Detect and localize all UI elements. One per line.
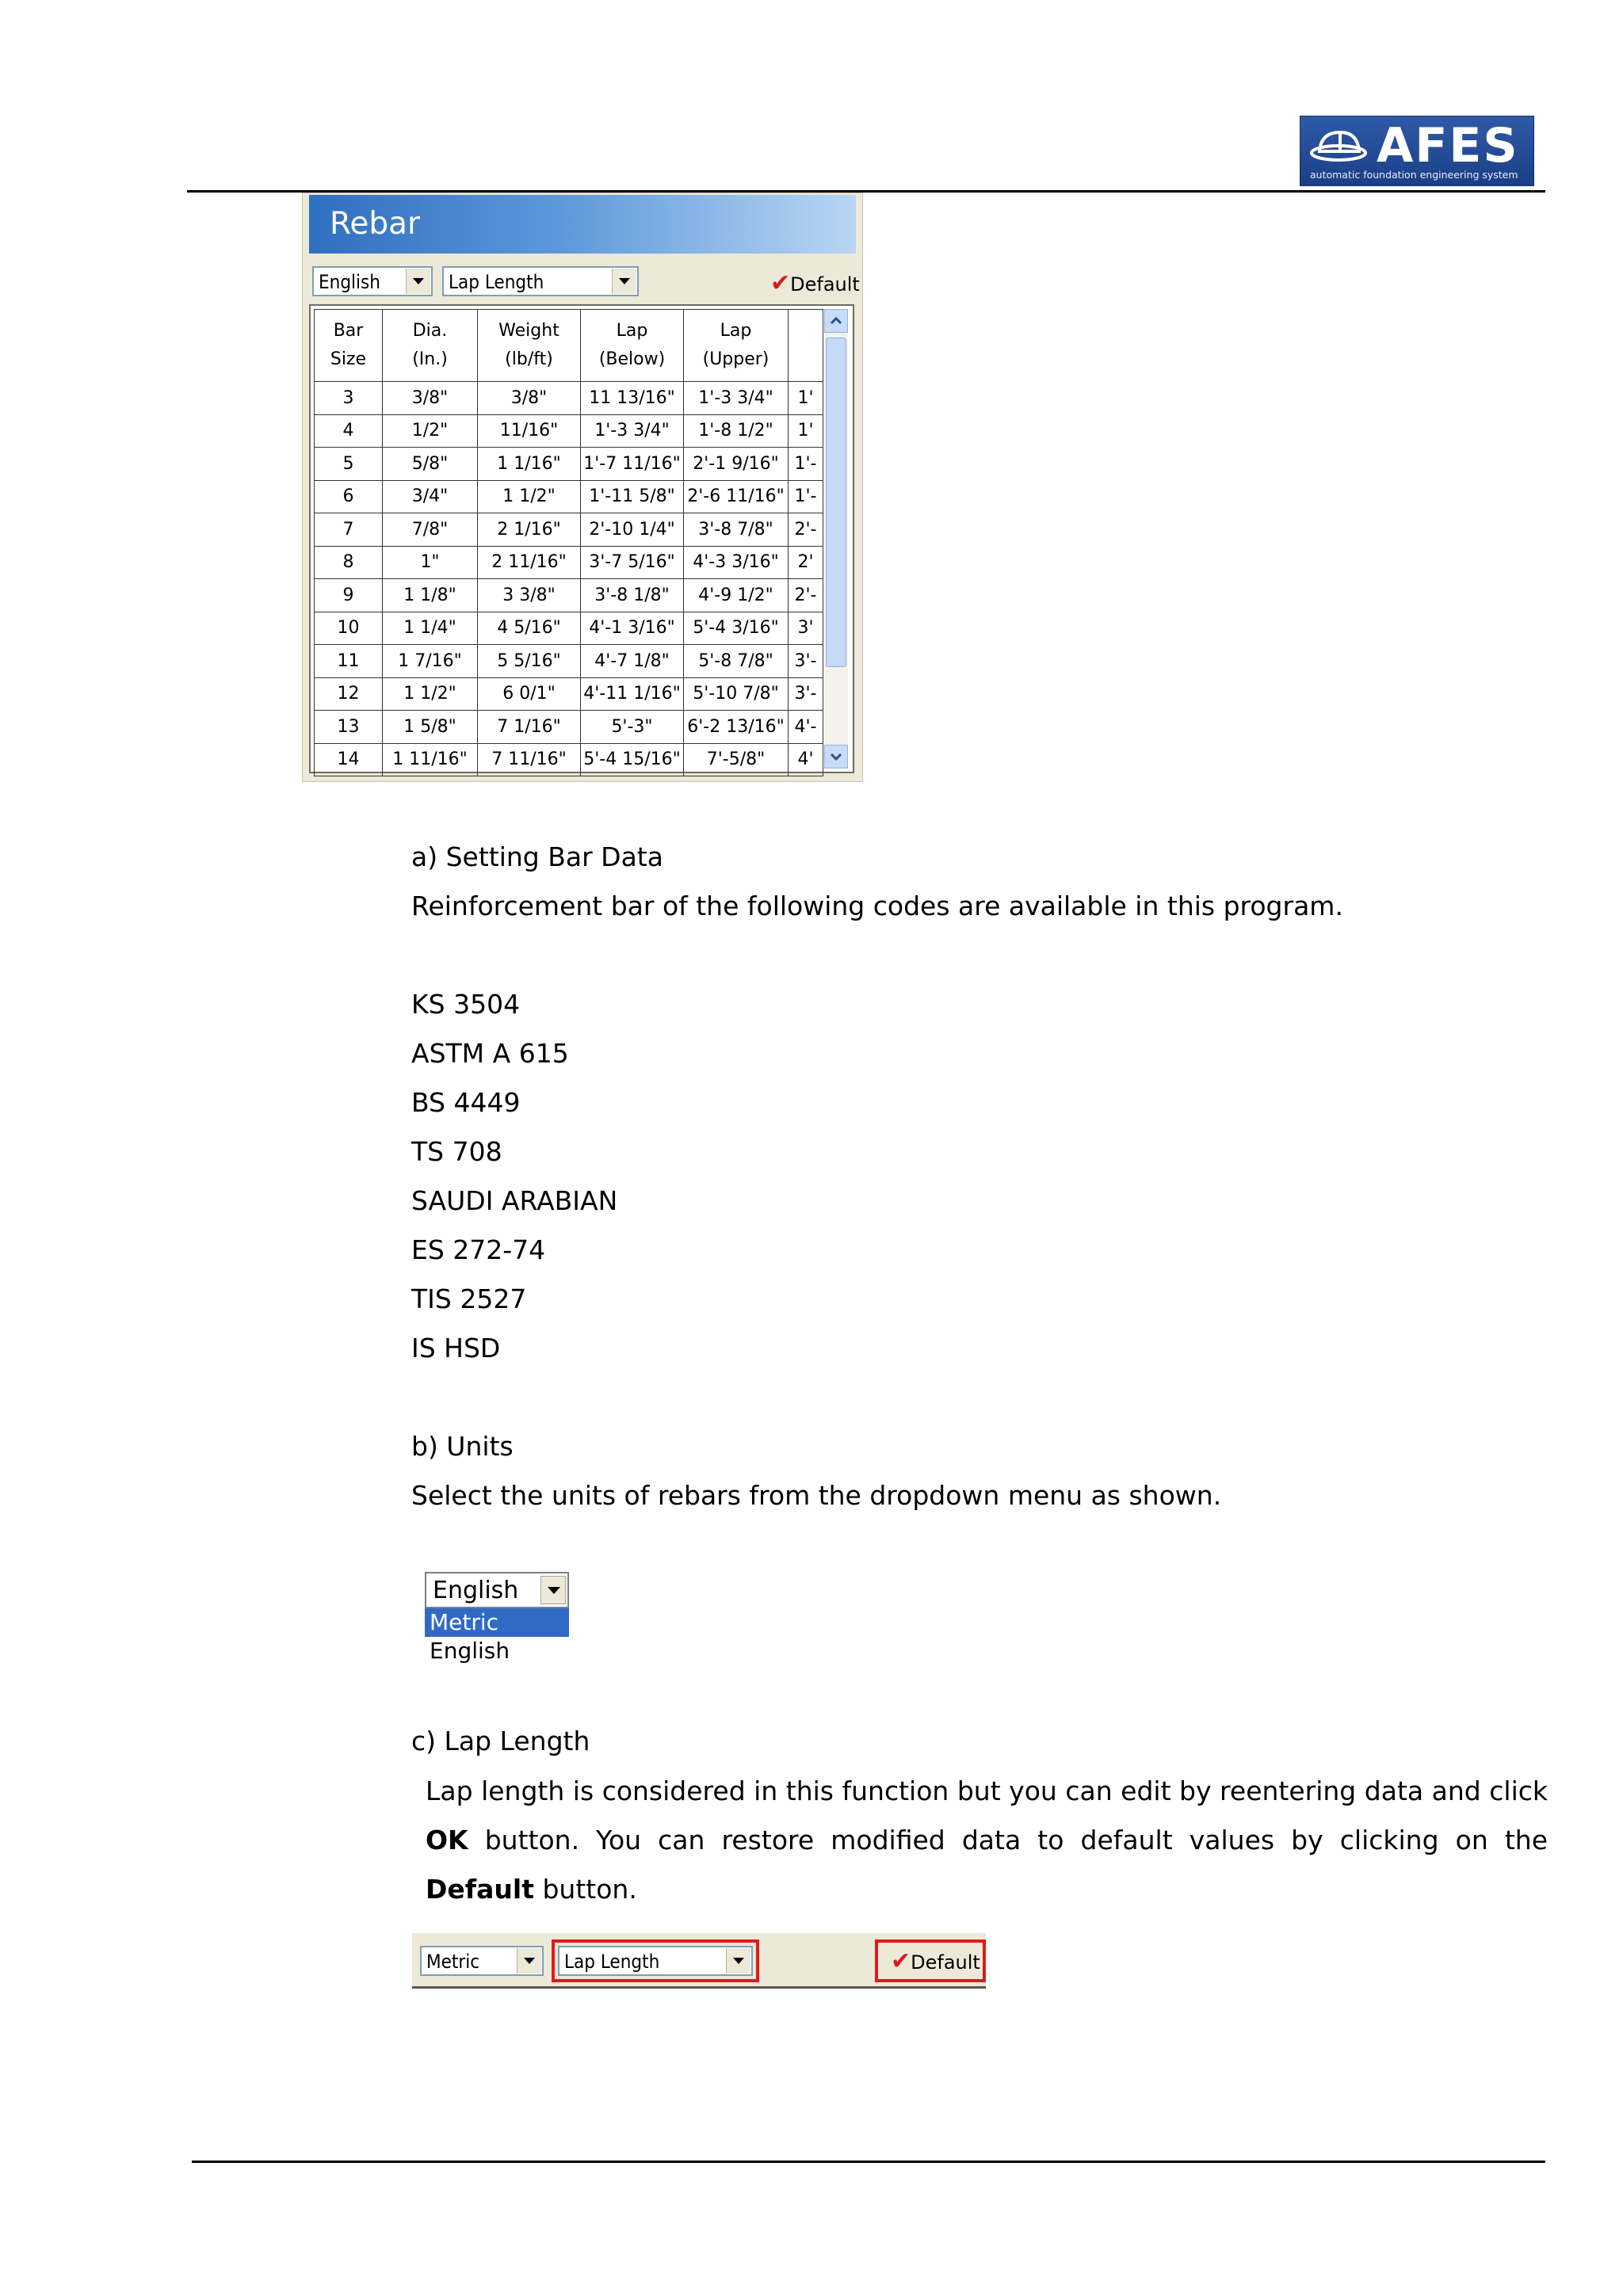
rebar-title-bar xyxy=(309,195,856,254)
column-header: Weight (lb/ft) xyxy=(478,310,581,382)
table-cell[interactable]: 11/16" xyxy=(478,414,581,448)
table-cell[interactable]: 6 0/1" xyxy=(478,677,581,711)
table-cell[interactable]: 1'-3 3/4" xyxy=(581,414,684,448)
option-english[interactable]: English xyxy=(425,1637,569,1665)
units-dropdown-value: English xyxy=(433,1577,519,1604)
table-row xyxy=(315,579,823,612)
table-cell[interactable]: 1/2" xyxy=(383,414,478,448)
rebar-panel xyxy=(302,193,863,782)
table-cell[interactable]: 1 1/2" xyxy=(383,677,478,711)
table-cell[interactable]: 5 5/16" xyxy=(478,645,581,678)
table-cell[interactable]: 1'-7 11/16" xyxy=(581,448,684,481)
rebar-grid xyxy=(309,304,854,773)
table-cell[interactable]: 4'-9 1/2" xyxy=(684,579,789,612)
section-a-heading: a) Setting Bar Data xyxy=(411,841,663,872)
code-item: BS 4449 xyxy=(411,1087,521,1118)
table-cell[interactable]: 1' xyxy=(789,414,823,448)
table-cell[interactable]: 2'- xyxy=(789,579,823,612)
table-cell[interactable]: 4'- xyxy=(789,711,823,744)
table-cell[interactable]: 8 xyxy=(315,546,383,579)
table-cell[interactable]: 5'-4 3/16" xyxy=(684,612,789,645)
table-cell[interactable]: 1 1/2" xyxy=(478,480,581,513)
hard-hat-icon xyxy=(1308,126,1372,166)
table-cell[interactable]: 6 xyxy=(315,480,383,513)
logo-tagline: automatic foundation engineering system xyxy=(1310,169,1518,181)
section-b-text: Select the units of rebars from the dropdown menu as shown. xyxy=(411,1480,1222,1511)
table-cell[interactable]: 5/8" xyxy=(383,448,478,481)
chevron-down-icon xyxy=(406,269,430,294)
table-cell[interactable]: 2' xyxy=(789,546,823,579)
table-cell[interactable]: 1'-8 1/2" xyxy=(684,414,789,448)
check-icon: ✔ xyxy=(770,269,791,297)
table-row xyxy=(315,612,823,645)
units-dropdown-value: English xyxy=(319,271,380,293)
lap-length-toolbar xyxy=(412,1933,986,1989)
table-row xyxy=(315,743,823,776)
vertical-scrollbar[interactable] xyxy=(824,309,848,769)
chevron-down-icon xyxy=(517,1948,541,1974)
mode-dropdown-value: Lap Length xyxy=(564,1951,660,1973)
table-row xyxy=(315,711,823,744)
mode-dropdown[interactable] xyxy=(558,1946,753,1976)
table-cell[interactable]: 1 1/4" xyxy=(383,612,478,645)
table-row xyxy=(315,546,823,579)
table-cell[interactable]: 9 xyxy=(315,579,383,612)
table-cell[interactable]: 5 xyxy=(315,448,383,481)
table-cell[interactable]: 3'- xyxy=(789,677,823,711)
table-cell[interactable]: 7 xyxy=(315,513,383,547)
column-header: Lap (Upper) xyxy=(684,310,789,382)
units-dropdown-value: Metric xyxy=(426,1951,480,1973)
code-item: SAUDI ARABIAN xyxy=(411,1185,618,1216)
table-cell[interactable]: 2 11/16" xyxy=(478,546,581,579)
table-cell[interactable]: 7 11/16" xyxy=(478,743,581,776)
table-cell[interactable]: 7'-5/8" xyxy=(684,743,789,776)
table-cell[interactable]: 10 xyxy=(315,612,383,645)
code-item: TIS 2527 xyxy=(411,1283,527,1314)
chevron-down-icon xyxy=(540,1576,566,1604)
column-header: Dia. (In.) xyxy=(383,310,478,382)
table-cell[interactable]: 12 xyxy=(315,677,383,711)
chevron-up-icon xyxy=(825,310,847,332)
chevron-down-icon xyxy=(612,269,636,294)
section-c-heading: c) Lap Length xyxy=(411,1726,590,1756)
scroll-down-button[interactable] xyxy=(824,745,848,769)
table-cell[interactable]: 1'-11 5/8" xyxy=(581,480,684,513)
default-button[interactable] xyxy=(770,269,860,297)
table-row xyxy=(315,480,823,513)
table-cell[interactable]: 2'-10 1/4" xyxy=(581,513,684,547)
units-dropdown[interactable] xyxy=(312,266,433,296)
chevron-down-icon xyxy=(726,1948,750,1974)
option-metric[interactable]: Metric xyxy=(425,1608,569,1637)
table-cell[interactable]: 7 1/16" xyxy=(478,711,581,744)
table-cell[interactable]: 1 5/8" xyxy=(383,711,478,744)
table-cell[interactable]: 4'-3 3/16" xyxy=(684,546,789,579)
check-icon: ✔ xyxy=(891,1947,911,1975)
table-cell[interactable]: 1'- xyxy=(789,448,823,481)
code-item: ASTM A 615 xyxy=(411,1038,569,1069)
code-item: KS 3504 xyxy=(411,989,521,1020)
section-c-text: Lap length is considered in this function but you can edit by reentering data and click OK button. You can restore modified data to default values by clicking on the Default button. xyxy=(426,1775,1548,1905)
mode-dropdown[interactable] xyxy=(442,266,639,296)
table-cell[interactable]: 4 5/16" xyxy=(478,612,581,645)
code-item: IS HSD xyxy=(411,1333,501,1363)
table-row xyxy=(315,414,823,448)
table-row xyxy=(315,677,823,711)
default-button-label: Default xyxy=(911,1951,980,1974)
table-cell[interactable]: 3'-8 1/8" xyxy=(581,579,684,612)
table-cell[interactable]: 5'-4 15/16" xyxy=(581,743,684,776)
table-cell[interactable]: 1' xyxy=(789,382,823,415)
table-cell[interactable]: 3 xyxy=(315,382,383,415)
table-cell[interactable]: 4'-7 1/8" xyxy=(581,645,684,678)
default-button[interactable] xyxy=(891,1947,980,1975)
table-cell[interactable]: 2'-6 11/16" xyxy=(684,480,789,513)
afes-logo xyxy=(1300,116,1534,186)
scroll-up-button[interactable] xyxy=(824,309,848,333)
table-cell[interactable]: 5'-3" xyxy=(581,711,684,744)
table-cell[interactable]: 5'-10 7/8" xyxy=(684,677,789,711)
column-header: Lap (Below) xyxy=(581,310,684,382)
table-cell[interactable]: 11 xyxy=(315,645,383,678)
units-dropdown-example[interactable] xyxy=(425,1572,569,1608)
mode-dropdown-value: Lap Length xyxy=(449,271,544,293)
table-cell[interactable]: 1" xyxy=(383,546,478,579)
table-cell[interactable]: 4'-11 1/16" xyxy=(581,677,684,711)
table-cell[interactable]: 2'- xyxy=(789,513,823,547)
column-header: Bar Size xyxy=(315,310,383,382)
scroll-thumb[interactable] xyxy=(826,338,846,667)
units-dropdown[interactable] xyxy=(420,1946,544,1976)
table-cell[interactable]: 3/4" xyxy=(383,480,478,513)
table-cell[interactable]: 1 1/8" xyxy=(383,579,478,612)
chevron-down-icon xyxy=(825,746,847,768)
table-cell[interactable]: 11 13/16" xyxy=(581,382,684,415)
column-header xyxy=(789,310,823,382)
table-cell[interactable]: 2'-1 9/16" xyxy=(684,448,789,481)
table-row xyxy=(315,448,823,481)
table-cell[interactable]: 4'-1 3/16" xyxy=(581,612,684,645)
section-b-heading: b) Units xyxy=(411,1431,514,1462)
table-cell[interactable]: 7/8" xyxy=(383,513,478,547)
table-cell[interactable]: 1 11/16" xyxy=(383,743,478,776)
table-row xyxy=(315,382,823,415)
table-row xyxy=(315,513,823,547)
default-label: Default xyxy=(426,1874,534,1905)
table-header-row xyxy=(315,310,823,382)
table-cell[interactable]: 6'-2 13/16" xyxy=(684,711,789,744)
code-item: TS 708 xyxy=(411,1136,502,1167)
table-row xyxy=(315,645,823,678)
table-cell[interactable]: 4' xyxy=(789,743,823,776)
table-cell[interactable]: 14 xyxy=(315,743,383,776)
ok-label: OK xyxy=(426,1825,468,1855)
default-button-label: Default xyxy=(790,273,860,296)
table-cell[interactable]: 13 xyxy=(315,711,383,744)
table-cell[interactable]: 3' xyxy=(789,612,823,645)
table-cell[interactable]: 3'-7 5/16" xyxy=(581,546,684,579)
table-cell[interactable]: 3'-8 7/8" xyxy=(684,513,789,547)
table-cell[interactable]: 1 7/16" xyxy=(383,645,478,678)
table-cell[interactable]: 3/8" xyxy=(383,382,478,415)
footer-divider xyxy=(192,2161,1545,2163)
table-cell[interactable]: 3 3/8" xyxy=(478,579,581,612)
table-cell[interactable]: 2 1/16" xyxy=(478,513,581,547)
rebar-title: Rebar xyxy=(330,206,421,242)
table-cell[interactable]: 3'- xyxy=(789,645,823,678)
table-cell[interactable]: 1'-3 3/4" xyxy=(684,382,789,415)
logo-wordmark: AFES xyxy=(1377,118,1519,174)
section-a-intro: Reinforcement bar of the following codes are available in this program. xyxy=(411,891,1343,921)
table-cell[interactable]: 4 xyxy=(315,414,383,448)
table-cell[interactable]: 5'-8 7/8" xyxy=(684,645,789,678)
code-item: ES 272-74 xyxy=(411,1234,546,1265)
table-cell[interactable]: 1'- xyxy=(789,480,823,513)
table-cell[interactable]: 1 1/16" xyxy=(478,448,581,481)
table-cell[interactable]: 3/8" xyxy=(478,382,581,415)
rebar-table xyxy=(314,309,823,776)
